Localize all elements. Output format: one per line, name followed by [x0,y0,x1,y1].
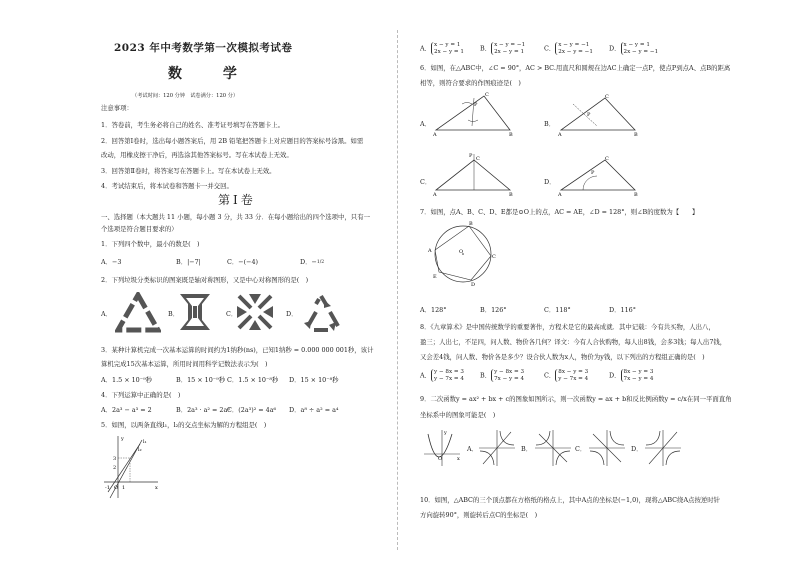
q1-option-b: B．|−7| [176,258,201,266]
q10-stem: 10．如图，△ABC的三个顶点都在方格纸的格点上，其中A点的坐标是(−1,0)，现将△ABC绕A点按逆时针 [420,496,721,504]
svg-text:A: A [558,192,562,196]
q4-option-d: D．a⁸ ÷ a² = a⁴ [289,406,339,414]
svg-text:C: C [485,92,489,98]
svg-text:B: B [509,132,513,138]
q9-label-d: D． [631,445,643,453]
svg-text:A: A [433,192,437,196]
notes-heading: 注意事项： [101,104,133,112]
q6-label-d: D． [544,178,556,186]
q3-option-d: D．15 × 10⁻⁸秒 [289,376,339,384]
q6-stem: 相等，则符合要求的作图痕迹是( ) [420,79,521,87]
q3-stem: 算机完成15次基本运算，所用时间用科学记数法表示为( ) [101,360,268,368]
q4-option-b: B．2a³ · a² = 2a⁶ [176,406,230,414]
q2-recycle-symbol-a [115,292,161,334]
section-intro: 一、选择题（本大题共 11 小题，每小题 3 分，共 33 分．在每小题给出的四个选项中，只有一 [101,213,370,221]
q6-label-b: B． [544,120,556,128]
q6-label-c: C． [420,178,432,186]
svg-text:B: B [469,221,473,227]
note-item: 1．答卷前，考生务必将自己的姓名、准考证号填写在答题卡上。 [101,121,285,129]
q5-x-label: x [155,485,158,491]
q9-label-c: C． [575,445,587,453]
section-intro: 个选项是符合题目要求的） [101,225,178,233]
q5-tick-neg1: -1 [105,485,110,491]
svg-text:O: O [438,456,443,462]
q4-option-a: A．2a³ − a³ = 2 [101,406,152,414]
q1-stem: 1．下列四个数中，最小的数是( ) [101,240,200,248]
svg-text:B: B [509,192,513,196]
svg-text:P: P [469,153,473,159]
q2-label-a: A． [101,310,113,318]
q8-stem: 又会差4钱，问人数、物价各是多少？设合伙人数为x人，物价为y钱，以下列出的方程组正确的是( ) [420,353,705,361]
svg-text:P: P [587,112,591,118]
note-item: 改动，用橡皮擦干净后，再选涂其他答案标号。写在本试卷上无效。 [101,151,293,159]
svg-text:C: C [605,156,609,162]
q2-recycle-symbol-d [298,292,344,334]
note-item: 2．回答第Ⅰ卷时，选出每小题答案后，用 2B 铅笔把答题卡上对应题目的答案标号涂黑。如需 [101,137,364,145]
q6-stem: 6．如图，在△ABC中，∠C = 90°，AC > BC.用直尺和圆规在边AC上确定一点P，使点P到点A、点B的距离 [420,64,731,72]
svg-text:D: D [471,282,476,288]
exam-meta: （考试时间：120 分钟 试卷满分：120 分） [132,93,239,99]
svg-text:A: A [558,132,562,138]
q3-option-c: C．1.5 × 10⁻⁸秒 [227,376,279,384]
q10-stem: 方向旋转90°，则旋转后点C的坐标是( ) [420,511,538,519]
svg-text:P: P [474,102,478,108]
svg-text:B: B [634,132,638,138]
svg-text:x: x [457,456,460,462]
q8-option-b: B． y − 8x = 3 7x − y = 4 [480,369,525,382]
q2-recycle-symbol-b [176,290,214,334]
q2-stem: 2．下列垃圾分类标识的图案既是轴对称图形，又是中心对称图形的是( ) [101,276,309,284]
q9-stem: 坐标系中的图象可能是( ) [420,411,496,419]
q1-option-a: A．−3 [101,258,122,266]
q8-option-c: C． 8x − y = 3 y − 7x = 4 [544,369,589,382]
q5-option-d: D． x − y = 1 2x − y = −1 [609,42,659,55]
svg-text:A: A [433,132,437,138]
q6-figure-a [432,90,514,138]
q5-origin: O [114,485,119,491]
q9-stem: 9．二次函数y = ax² + bx + c的图象如图所示，则一次函数y = ax + b和反比例函数y = c/x在同一平面直角 [420,395,732,403]
q6-figure-b [557,92,639,138]
q7-option-c: C．118° [544,306,571,314]
q5-option-b: B． x − y = −1 2x − y = 1 [480,42,526,55]
q5-line-graph [100,434,160,500]
q5-y-label: y [121,436,124,442]
svg-text:B: B [634,192,638,196]
q1-option-d: D．−1/2 [300,258,325,266]
q2-label-b: B． [168,310,180,318]
svg-text:A: A [428,248,432,254]
section-title: 第Ⅰ卷 [218,193,256,207]
q7-option-b: B．126° [480,306,507,314]
subject-title: 数 学 [168,66,255,82]
q8-stem: 盈三；人出七，不足四，问人数、物价各几何？译文：今有人合伙购物，每人出8钱，会多3钱；每人出7钱， [420,338,727,346]
q7-stem: 7．如图，点A、B、C、D、E都是⊙O上的点，AC = AE，∠D = 128°，则∠B的度数为【 】 [420,208,699,216]
q5-tick-1: 1 [122,485,126,491]
q2-recycle-symbol-c [235,292,275,332]
q4-option-c: C．(2a³)² = 4a⁶ [227,406,277,414]
note-item: 3．回答第Ⅱ卷时，将答案写在答题卡上。写在本试卷上无效。 [101,167,276,175]
note-item: 4．考试结束后，将本试卷和答题卡一并交回。 [101,182,233,190]
svg-text:P: P [591,170,595,176]
q7-circle-figure [425,220,501,288]
q5-tick-2: 2 [113,465,117,471]
svg-text:y: y [444,430,447,436]
q9-label-b: B． [521,445,533,453]
q3-stem: 3．某种计算机完成一次基本运算的时间约为1纳秒(ns)，已知1纳秒 = 0.000 000 001秒，该计 [101,346,374,354]
q3-option-a: A．1.5 × 10⁻⁹秒 [101,376,153,384]
q1-option-c: C．−(−4) [227,258,259,266]
q2-label-d: D． [286,310,298,318]
q8-option-d: D． 8x − y = 3 7x − y = 4 [609,369,654,382]
q6-figure-c [432,150,514,196]
q9-graph-d [643,428,683,468]
svg-text:E: E [433,274,437,280]
q9-graph-b [533,428,573,468]
q5-l2-label: l₂ [138,447,142,453]
q5-l1-label: l₁ [143,439,147,445]
q4-stem: 4．下列运算中正确的是( ) [101,391,181,399]
q5-option-c: C． x − y = −1 2x − y = −1 [544,42,593,55]
q6-figure-d [557,152,639,196]
right-column [397,0,794,562]
svg-text:C: C [476,156,480,162]
q9-graph-c [587,428,627,468]
q5-stem: 5．如图，以两条直线l₁，l₂的交点坐标为解的方程组是( ) [101,421,267,429]
svg-text:O: O [459,249,464,255]
q5-option-a: A． x − y = 1 2x − y = 1 [420,42,464,55]
q9-parabola-graph [422,428,462,468]
q8-stem: 8．《九章算术》是中国传统数学的重要著作，方程术是它的最高成就．其中记载：今有共买物，人出八， [420,323,715,331]
q6-label-a: A． [420,120,432,128]
q2-label-c: C． [226,310,238,318]
q9-graph-a [477,428,517,468]
exam-title: 2023 年中考数学第一次模拟考试卷 [114,42,293,54]
q7-option-a: A．128° [420,306,447,314]
q5-tick-3: 3 [113,456,117,462]
svg-text:C: C [605,94,609,100]
svg-text:C: C [492,254,496,260]
q9-label-a: A． [467,445,479,453]
q8-option-a: A． y − 8x = 3 y − 7x = 4 [420,369,464,382]
q3-option-b: B．15 × 10⁻⁹秒 [176,376,226,384]
q7-option-d: D．116° [609,306,636,314]
